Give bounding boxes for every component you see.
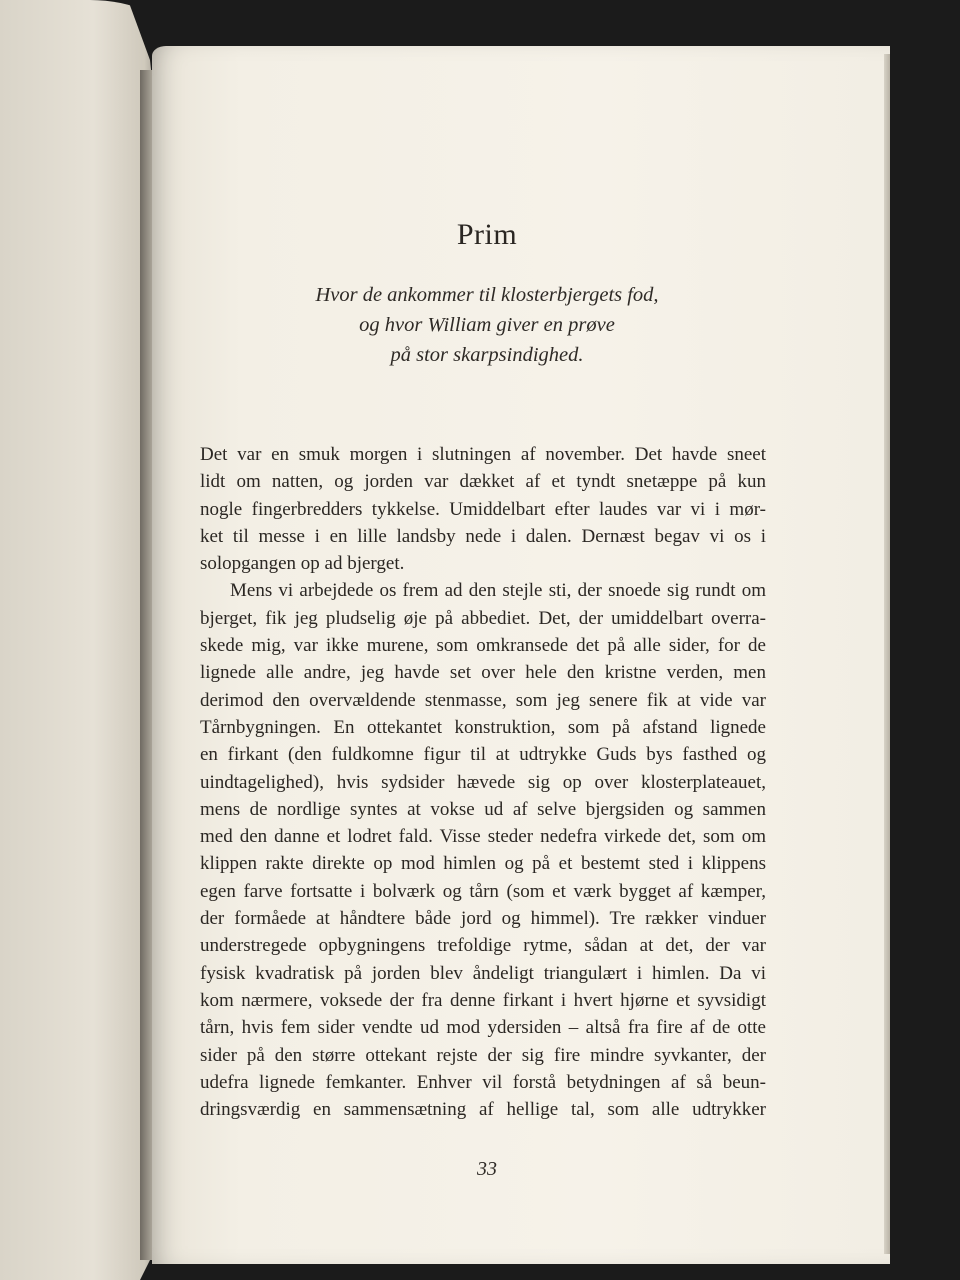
chapter-title: Prim <box>456 218 518 251</box>
page-number: 33 <box>477 1158 497 1180</box>
text-line: Tårnbygningen. En ottekantet konstruktion, som på afstand lignede <box>200 716 766 738</box>
page-edge <box>884 54 890 1254</box>
text-line: understregede opbygningens trefoldige rytme, sådan at det, der var <box>200 935 766 957</box>
text-line: solopgangen op ad bjerget. <box>200 553 405 575</box>
text-line: ket til messe i en lille landsby nede i dalen. Dernæst begav vi os i <box>200 525 766 547</box>
text-line: nogle fingerbredders tykkelse. Umiddelbart efter laudes var vi i mør- <box>200 498 766 520</box>
text-line: udefra lignede femkanter. Enhver vil forstå betydningen af så beun- <box>200 1071 766 1093</box>
subtitle-line: og hvor William giver en prøve <box>359 314 615 336</box>
text-line: derimod den overvældende stenmasse, som jeg senere fik at vide var <box>200 689 766 711</box>
body-text <box>200 441 766 1123</box>
text-line: dringsværdig en sammensætning af hellige tal, som alle udtrykker <box>200 1099 766 1121</box>
text-line: lidt om natten, og jorden var dækket af et tyndt snetæppe på kun <box>200 471 766 493</box>
text-line: uindtagelighed), hvis sydsider hævede sig op over klosterplateauet, <box>200 771 766 793</box>
chapter-subtitle <box>152 280 822 370</box>
text-line: med den danne et lodret fald. Visse steder nedefra virkede det, som om <box>200 826 766 848</box>
text-line: egen farve fortsatte i bolværk og tårn (som et værk bygget af kæmper, <box>200 880 766 902</box>
text-line: der formåede at håndtere både jord og himmel). Tre rækker vinduer <box>200 908 766 930</box>
text-line: kom nærmere, voksede der fra denne firkant i hvert hjørne et syvsidigt <box>200 989 766 1011</box>
text-line: skede mig, var ikke murene, som omkransede det på alle sider, for de <box>200 635 766 657</box>
text-line: mens de nordlige syntes at vokse ud af selve bjergsiden og sammen <box>200 798 766 820</box>
text-line: Mens vi arbejdede os frem ad den stejle sti, der snoede sig rundt om <box>230 580 766 602</box>
text-line: bjerget, fik jeg pludselig øje på abbediet. Det, der umiddelbart overra- <box>200 607 766 629</box>
subtitle-line: på stor skarpsindighed. <box>390 344 584 366</box>
text-line: fysisk kvadratisk på jorden blev åndeligt triangulært i himlen. Da vi <box>200 962 766 984</box>
subtitle-line: Hvor de ankommer til klosterbjergets fod, <box>315 284 659 306</box>
text-line: sider på den større ottekant rejste der sig fire mindre syvkanter, der <box>200 1044 766 1066</box>
text-line: en firkant (den fuldkomne figur til at udtrykke Guds bys fasthed og <box>200 744 766 766</box>
text-line: tårn, hvis fem sider vendte ud mod ydersiden – altså fra fire af de otte <box>200 1017 766 1039</box>
text-line: lignede alle andre, jeg havde set over hele den kristne verden, men <box>200 662 766 684</box>
text-line: Det var en smuk morgen i slutningen af november. Det havde sneet <box>200 444 766 465</box>
text-line: klippen rakte direkte op mod himlen og på et bestemt sted i klippens <box>200 853 766 875</box>
